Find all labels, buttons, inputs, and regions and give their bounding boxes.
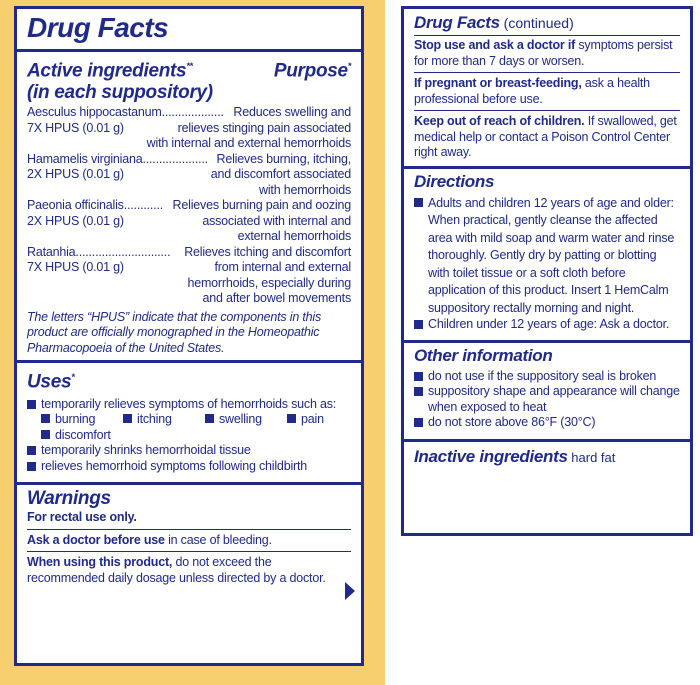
uses-section	[17, 360, 361, 482]
active-ingredients-heading: Active ingredients**	[27, 60, 193, 82]
bullet-icon	[27, 462, 36, 471]
continued-title-section	[404, 9, 690, 166]
stop-use-warning: Stop use and ask a doctor if symptoms persist for more than 7 days or worsen.	[414, 38, 673, 68]
when-using-warning: When using this product, do not exceed the recommended daily dosage unless directed by a doctor.	[27, 555, 326, 585]
keep-out-of-reach-warning: Keep out of reach of children. If swallowed, get medical help or contact a Poison Control Center right away.	[414, 114, 677, 159]
hpus-note: The letters “HPUS” indicate that the components in this product are officially monographed in the Homeopathic Pharmacopoeia of the United States.	[27, 309, 322, 355]
bullet-icon	[27, 446, 36, 455]
drug-facts-title: Drug Facts	[27, 12, 169, 43]
directions-section	[404, 166, 690, 340]
other-info-item-2: suppository shape and appearance will change when exposed to heat	[414, 384, 680, 415]
drug-facts-continued-title: Drug Facts (continued)	[414, 13, 574, 32]
other-info-item-3: do not store above 86°F (30°C)	[414, 415, 680, 431]
directions-adults: Adults and children 12 years of age and older: When practical, gently cleanse the affected area with mild soap and warm water and rinse thoroughly. Gently dry by patting or blotting with toilet tissue or a soft cloth before application of this product. Insert 1 HemCalm suppository rectally morning and night.	[414, 195, 680, 318]
bullet-icon	[41, 430, 50, 439]
purpose-heading: Purpose*	[273, 60, 351, 82]
other-information-heading: Other information	[414, 345, 553, 365]
other-information-section	[404, 340, 690, 439]
other-info-item-1: do not use if the suppository seal is broken	[414, 369, 680, 385]
rectal-use-warning: For rectal use only.	[27, 510, 137, 525]
warnings-heading: Warnings	[27, 488, 111, 510]
directions-heading: Directions	[414, 171, 495, 191]
active-subheading: (in each suppository)	[27, 82, 213, 104]
bullet-icon	[205, 414, 214, 423]
symptom-pain: pain	[287, 412, 337, 428]
symptom-itching: itching	[123, 412, 205, 428]
ingredient-2: Hamamelis virginiana.................... Relieves burning, itching, 2X HPUS (0.01 g) and discomfort associated with hemorrhoids	[27, 151, 351, 197]
bullet-icon	[41, 414, 50, 423]
uses-heading: Uses*	[27, 371, 75, 393]
bullet-icon	[27, 400, 36, 409]
inactive-ingredients: Inactive ingredients hard fat	[414, 446, 616, 466]
title-section	[17, 9, 361, 49]
continue-arrow-icon	[345, 582, 355, 600]
bullet-icon	[414, 387, 423, 396]
drug-facts-panel-right	[401, 6, 693, 536]
ingredient-4: Ratanhia............................. Relieves itching and discomfort 7X HPUS (0.01 g) from internal and external hemorrhoids, especially during and after bowel movements	[27, 244, 351, 306]
bullet-icon	[414, 372, 423, 381]
bullet-icon	[287, 414, 296, 423]
symptom-list	[27, 412, 351, 443]
uses-item-2: temporarily shrinks hemorrhoidal tissue	[27, 443, 351, 459]
ask-doctor-warning: Ask a doctor before use in case of bleeding.	[27, 532, 272, 547]
uses-item-1: temporarily relieves symptoms of hemorrhoids such as:	[27, 397, 351, 413]
pregnancy-warning: If pregnant or breast-feeding, ask a health professional before use.	[414, 76, 650, 106]
bullet-icon	[123, 414, 132, 423]
bullet-icon	[414, 418, 423, 427]
warnings-section	[17, 482, 361, 610]
symptom-swelling: swelling	[205, 412, 287, 428]
directions-children: Children under 12 years of age: Ask a doctor.	[414, 317, 680, 333]
symptom-burning: burning	[41, 412, 123, 428]
ingredient-3: Paeonia officinalis............ Relieves burning pain and oozing 2X HPUS (0.01 g) associated with internal and external hemorrhoids	[27, 198, 351, 244]
symptom-discomfort: discomfort	[41, 428, 161, 444]
bullet-icon	[414, 198, 423, 207]
bullet-icon	[414, 320, 423, 329]
drug-facts-panel-left	[14, 6, 364, 666]
uses-item-3: relieves hemorrhoid symptoms following childbirth	[27, 459, 351, 475]
inactive-ingredients-section	[404, 439, 690, 471]
active-ingredients-section	[17, 49, 361, 360]
ingredient-1: Aesculus hippocastanum................... Reduces swelling and 7X HPUS (0.01 g) relieves stinging pain associated with internal and external hemorrhoids	[27, 105, 351, 151]
